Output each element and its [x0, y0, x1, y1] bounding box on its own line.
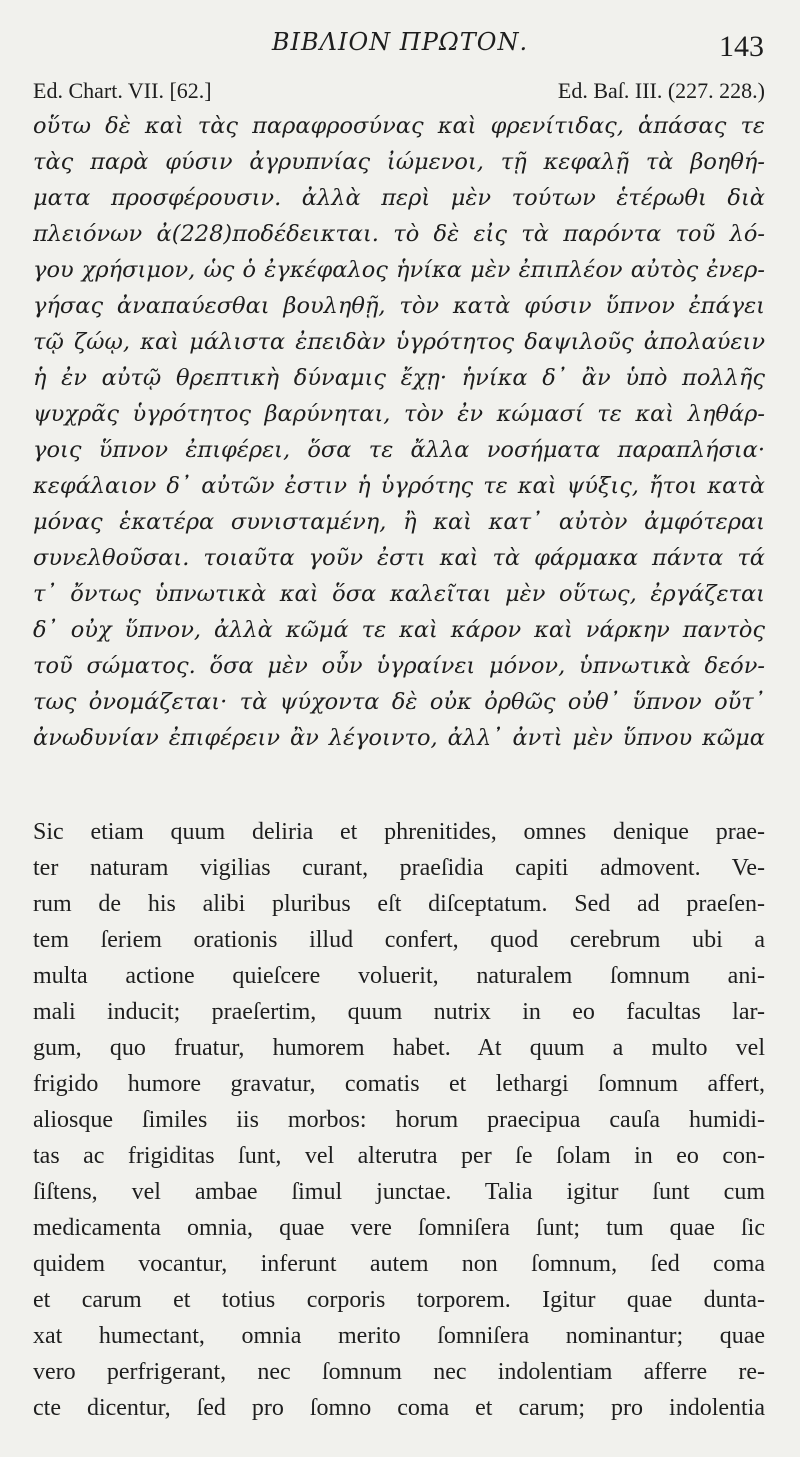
latin-text-line: quidem vocantur, inferunt autem non ſomnum, ſed coma	[33, 1251, 765, 1277]
latin-text-line: tas ac frigiditas ſunt, vel alterutra per ſe ſolam in eo con-	[33, 1143, 765, 1169]
latin-text-line: cte dicentur, ſed pro ſomno coma et carum; pro indolentia	[33, 1395, 765, 1421]
latin-text-line: tem ſeriem orationis illud confert, quod cerebrum ubi a	[33, 927, 765, 953]
greek-text-line: πλειόνων ἀ(228)ποδέδεικται. τὸ δὲ εἰς τὰ παρόντα τοῦ λό-	[33, 221, 765, 247]
latin-text-line: multa actione quieſcere voluerit, naturalem ſomnum ani-	[33, 963, 765, 989]
latin-text-line: aliosque ſimiles iis morbos: horum praecipua cauſa humidi-	[33, 1107, 765, 1133]
greek-text-line: κεφάλαιον δ᾽ αὐτῶν ἐστιν ἡ ὑγρότης τε καὶ ψύξις, ἤτοι κατὰ	[33, 473, 765, 499]
greek-text-block	[33, 108, 765, 756]
greek-text-line: τῷ ζώῳ, καὶ μάλιστα ἐπειδὰν ὑγρότητος δαψιλοῦς ἀπολαύειν	[33, 329, 765, 355]
running-head: BIBΛΙΟΝ ΠΡΩΤΟΝ.	[271, 28, 529, 56]
latin-text-line: vero perfrigerant, nec ſomnum nec indolentiam afferre re-	[33, 1359, 765, 1385]
latin-text-block	[33, 814, 765, 1426]
edition-reference-left: Ed. Chart. VII. [62.]	[33, 78, 212, 103]
latin-text-line: mali inducit; praeſertim, quum nutrix in eo facultas lar-	[33, 999, 765, 1025]
greek-text-line: ψυχρᾶς ὑγρότητος βαρύνηται, τὸν ἐν κώμασί τε καὶ ληθάρ-	[33, 401, 765, 427]
greek-text-line: γήσας ἀναπαύεσθαι βουληθῇ, τὸν κατὰ φύσιν ὕπνον ἐπάγει	[33, 293, 765, 319]
greek-text-line: δ᾽ οὐχ ὕπνον, ἀλλὰ κῶμά τε καὶ κάρον καὶ νάρκην παντὸς	[33, 617, 765, 643]
greek-text-line: ἡ ἐν αὐτῷ θρεπτικὴ δύναμις ἔχῃ· ἡνίκα δ᾽ ἂν ὑπὸ πολλῆς	[33, 365, 765, 391]
latin-text-line: ter naturam vigilias curant, praeſidia capiti admovent. Ve-	[33, 855, 765, 881]
greek-text-line: τ᾽ ὄντως ὑπνωτικὰ καὶ ὅσα καλεῖται μὲν οὕτως, ἐργάζεται	[33, 581, 765, 607]
latin-text-line: rum de his alibi pluribus eſt diſceptatum. Sed ad praeſen-	[33, 891, 765, 917]
greek-text-line: συνελθοῦσαι. τοιαῦτα γοῦν ἐστι καὶ τὰ φάρμακα πάντα τά	[33, 545, 765, 571]
latin-text-line: et carum et totius corporis torporem. Igitur quae dunta-	[33, 1287, 765, 1313]
greek-text-line: τοῦ σώματος. ὅσα μὲν οὖν ὑγραίνει μόνον, ὑπνωτικὰ δεόν-	[33, 653, 765, 679]
latin-text-line: gum, quo fruatur, humorem habet. At quum a multo vel	[33, 1035, 765, 1061]
greek-text-line: ἀνωδυνίαν ἐπιφέρειν ἂν λέγοιντο, ἀλλ᾽ ἀντὶ μὲν ὕπνου κῶμα	[33, 725, 765, 751]
greek-text-line: ματα προσφέρουσιν. ἀλλὰ περὶ μὲν τούτων ἑτέρωθι διὰ	[33, 185, 765, 211]
page-number: 143	[719, 30, 764, 63]
latin-text-line: Sic etiam quum deliria et phrenitides, omnes denique prae-	[33, 819, 765, 845]
greek-text-line: γοις ὕπνον ἐπιφέρει, ὅσα τε ἄλλα νοσήματα παραπλήσια·	[33, 437, 765, 463]
greek-text-line: γου χρήσιμον, ὡς ὁ ἐγκέφαλος ἡνίκα μὲν ἐπιπλέον αὐτὸς ἐνερ-	[33, 257, 765, 283]
greek-text-line: τὰς παρὰ φύσιν ἀγρυπνίας ἰώμενοι, τῇ κεφαλῇ τὰ βοηθή-	[33, 149, 765, 175]
latin-text-line: ſiſtens, vel ambae ſimul junctae. Talia igitur ſunt cum	[33, 1179, 765, 1205]
latin-text-line: medicamenta omnia, quae vere ſomniſera ſunt; tum quae ſic	[33, 1215, 765, 1241]
latin-text-line: xat humectant, omnia merito ſomniſera nominantur; quae	[33, 1323, 765, 1349]
greek-text-line: μόνας ἑκατέρα συνισταμένη, ἢ καὶ κατ᾽ αὐτὸν ἀμφότεραι	[33, 509, 765, 535]
greek-text-line: τως ὀνομάζεται· τὰ ψύχοντα δὲ οὐκ ὀρθῶς οὐθ᾽ ὕπνον οὔτ᾽	[33, 689, 765, 715]
greek-text-line: οὕτω δὲ καὶ τὰς παραφροσύνας καὶ φρενίτιδας, ἁπάσας τε	[33, 113, 765, 139]
edition-reference-right: Ed. Baſ. III. (227. 228.)	[557, 78, 765, 103]
latin-text-line: frigido humore gravatur, comatis et lethargi ſomnum affert,	[33, 1071, 765, 1097]
